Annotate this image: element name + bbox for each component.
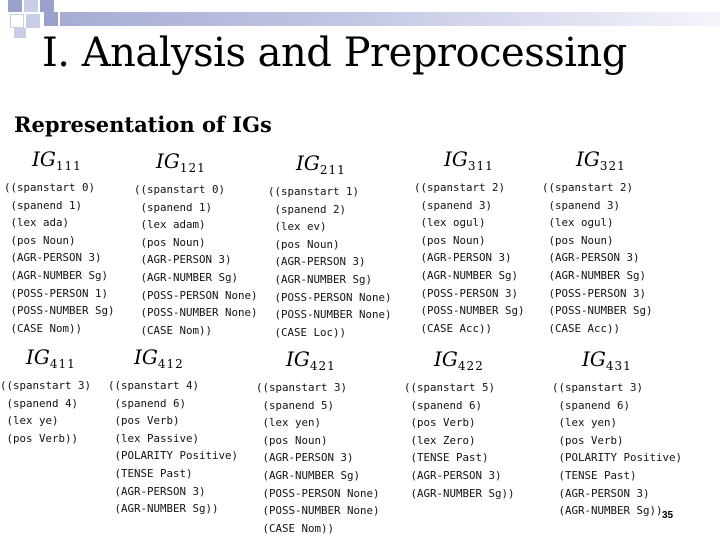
ig-feature-line: (lex ye) xyxy=(0,414,59,428)
ig-label: $IG_{412}$ xyxy=(134,345,184,371)
ig-label: $IG_{422}$ xyxy=(434,347,484,373)
ig-feature-list xyxy=(0,377,91,447)
ig-feature-line: (AGR-NUMBER Sg) xyxy=(414,268,519,282)
ig-feature-line: (AGR-NUMBER Sg) xyxy=(4,268,109,282)
ig-feature-line: (pos Noun) xyxy=(134,235,206,249)
ig-feature-line: (POSS-NUMBER Sg) xyxy=(542,304,653,318)
ig-feature-line: (POSS-PERSON None) xyxy=(268,290,392,304)
ig-feature-line: ((spanstart 3) xyxy=(0,379,92,392)
ig-feature-line: (spanend 1) xyxy=(134,200,213,214)
ig-feature-line: (POSS-PERSON None) xyxy=(256,486,380,500)
ig-feature-line: (spanend 3) xyxy=(542,198,621,212)
ig-feature-line: (spanend 2) xyxy=(268,202,347,216)
ig-feature-line: (pos Noun) xyxy=(268,237,340,251)
ig-feature-line: ((spanstart 3) xyxy=(552,381,644,394)
ig-feature-line: (pos Verb) xyxy=(404,416,476,430)
ig-feature-line: (spanend 3) xyxy=(414,198,493,212)
slide-subtitle: Representation of IGs xyxy=(14,112,272,137)
ig-feature-line: (CASE Acc)) xyxy=(542,321,621,335)
ig-block-121 xyxy=(134,150,258,339)
ig-feature-list xyxy=(552,379,682,520)
ig-feature-line: (AGR-NUMBER Sg) xyxy=(256,468,361,482)
ig-feature-line: (pos Noun) xyxy=(414,233,486,247)
ig-feature-line: (pos Noun) xyxy=(256,433,328,447)
ig-feature-line: (AGR-NUMBER Sg)) xyxy=(404,486,515,500)
ig-block-111 xyxy=(4,148,115,337)
header-gradient-bar xyxy=(60,12,720,26)
ig-block-211 xyxy=(268,152,392,341)
ig-block-311 xyxy=(414,148,525,337)
ig-feature-line: (AGR-NUMBER Sg) xyxy=(268,272,373,286)
ig-feature-line: (AGR-PERSON 3) xyxy=(134,253,232,267)
ig-feature-line: (CASE Loc)) xyxy=(268,325,347,339)
ig-feature-line: ((spanstart 4) xyxy=(108,379,200,392)
ig-feature-line: (spanend 6) xyxy=(108,396,187,410)
ig-feature-line: (AGR-NUMBER Sg)) xyxy=(552,504,663,518)
ig-feature-line: (POSS-NUMBER None) xyxy=(256,504,380,518)
ig-label: $IG_{321}$ xyxy=(576,147,626,173)
ig-feature-line: ((spanstart 2) xyxy=(414,181,506,194)
ig-block-431 xyxy=(552,348,682,520)
ig-feature-line: (AGR-PERSON 3) xyxy=(4,251,102,265)
ig-feature-line: (POSS-PERSON 3) xyxy=(542,286,647,300)
ig-feature-line: (lex Zero) xyxy=(404,433,476,447)
ig-feature-line: (POSS-PERSON None) xyxy=(134,288,258,302)
ig-feature-line: (spanend 4) xyxy=(0,396,79,410)
ig-feature-line: (CASE Nom)) xyxy=(4,321,83,335)
ig-feature-line: (CASE Nom)) xyxy=(256,521,335,535)
ig-label: $IG_{121}$ xyxy=(156,149,206,175)
ig-feature-line: (POSS-NUMBER None) xyxy=(268,308,392,322)
ig-feature-line: (AGR-NUMBER Sg)) xyxy=(108,502,219,516)
ig-feature-line: ((spanstart 5) xyxy=(404,381,496,394)
ig-feature-line: (lex Passive) xyxy=(108,431,200,445)
ig-label: $IG_{111}$ xyxy=(32,147,82,173)
ig-feature-line: (TENSE Past) xyxy=(552,468,637,482)
ig-feature-line: (POSS-PERSON 1) xyxy=(4,286,109,300)
ig-feature-list xyxy=(404,379,515,502)
ig-feature-line: ((spanstart 3) xyxy=(256,381,348,394)
ig-label: $IG_{311}$ xyxy=(444,147,494,173)
ig-feature-line: (AGR-PERSON 3) xyxy=(404,468,502,482)
ig-feature-line: (spanend 6) xyxy=(404,398,483,412)
ig-feature-line: (AGR-PERSON 3) xyxy=(108,484,206,498)
ig-feature-list xyxy=(268,183,392,341)
ig-feature-line: (AGR-NUMBER Sg) xyxy=(134,270,239,284)
ig-label: $IG_{211}$ xyxy=(296,151,346,177)
ig-label: $IG_{431}$ xyxy=(582,347,632,373)
ig-feature-line: (POSS-NUMBER Sg) xyxy=(414,304,525,318)
ig-feature-line: (TENSE Past) xyxy=(404,451,489,465)
ig-feature-list xyxy=(256,379,380,537)
slide-number: 35 xyxy=(662,510,674,521)
slide-title: I. Analysis and Preprocessing xyxy=(42,30,627,76)
ig-label: $IG_{411}$ xyxy=(26,345,76,371)
ig-feature-line: (spanend 1) xyxy=(4,198,83,212)
ig-feature-line: ((spanstart 2) xyxy=(542,181,634,194)
ig-feature-list xyxy=(414,179,525,337)
ig-feature-line: (lex ada) xyxy=(4,216,70,230)
ig-label: $IG_{421}$ xyxy=(286,347,336,373)
ig-feature-line: (CASE Acc)) xyxy=(414,321,493,335)
ig-feature-line: (POSS-PERSON 3) xyxy=(414,286,519,300)
ig-feature-line: (AGR-PERSON 3) xyxy=(414,251,512,265)
ig-feature-line: (spanend 5) xyxy=(256,398,335,412)
ig-feature-list xyxy=(542,179,653,337)
ig-feature-line: ((spanstart 0) xyxy=(4,181,96,194)
ig-feature-list xyxy=(134,181,258,339)
ig-feature-line: (AGR-PERSON 3) xyxy=(268,255,366,269)
ig-feature-line: (POSS-NUMBER Sg) xyxy=(4,304,115,318)
ig-feature-line: (lex yen) xyxy=(552,416,618,430)
ig-feature-list xyxy=(4,179,115,337)
ig-feature-line: (pos Verb) xyxy=(108,414,180,428)
ig-feature-list xyxy=(108,377,238,518)
ig-feature-line: (lex ogul) xyxy=(542,216,614,230)
ig-block-321 xyxy=(542,148,653,337)
ig-feature-line: (AGR-NUMBER Sg) xyxy=(542,268,647,282)
ig-feature-line: (POSS-NUMBER None) xyxy=(134,306,258,320)
ig-feature-line: ((spanstart 1) xyxy=(268,185,360,198)
ig-feature-line: (TENSE Past) xyxy=(108,466,193,480)
ig-feature-line: (pos Noun) xyxy=(4,233,76,247)
ig-block-411 xyxy=(0,346,91,447)
ig-feature-line: (lex ev) xyxy=(268,220,327,234)
ig-feature-line: (lex ogul) xyxy=(414,216,486,230)
ig-feature-line: (pos Verb) xyxy=(552,433,624,447)
ig-feature-line: (lex adam) xyxy=(134,218,206,232)
ig-block-412 xyxy=(108,346,238,518)
ig-feature-line: (spanend 6) xyxy=(552,398,631,412)
ig-feature-line: (AGR-PERSON 3) xyxy=(256,451,354,465)
ig-feature-line: (AGR-PERSON 3) xyxy=(542,251,640,265)
ig-feature-line: (POLARITY Positive) xyxy=(108,449,239,463)
ig-feature-line: (pos Noun) xyxy=(542,233,614,247)
ig-feature-line: (AGR-PERSON 3) xyxy=(552,486,650,500)
ig-feature-line: (pos Verb)) xyxy=(0,431,79,445)
ig-block-422 xyxy=(404,348,515,502)
ig-feature-line: ((spanstart 0) xyxy=(134,183,226,196)
ig-feature-line: (POLARITY Positive) xyxy=(552,451,683,465)
ig-block-421 xyxy=(256,348,380,537)
ig-feature-line: (lex yen) xyxy=(256,416,322,430)
ig-feature-line: (CASE Nom)) xyxy=(134,323,213,337)
